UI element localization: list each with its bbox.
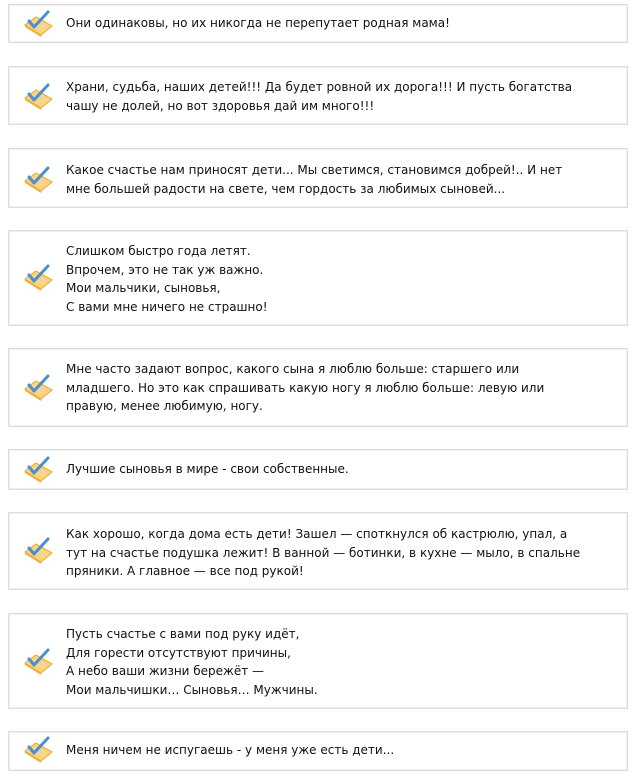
- quote-card: [8, 731, 628, 771]
- quote-text: Как хорошо, когда дома есть дети! Зашел — споткнулся об кастрюлю, упал, а тут на счастье подушка лежит! В ванной — ботинки, в кухне — мыло, в спальне пряники. А главное — все под рукой!: [66, 527, 581, 578]
- quote-text: Меня ничем не испугаешь - у меня уже есть дети...: [66, 743, 395, 757]
- notepad-checkmark-icon: [21, 263, 55, 293]
- quote-card: [8, 66, 628, 125]
- notepad-checkmark-icon: [21, 373, 55, 403]
- notepad-checkmark-icon: [21, 455, 55, 485]
- notepad-checkmark-icon: [21, 9, 55, 39]
- quote-card: [8, 512, 628, 590]
- notepad-checkmark-icon: [21, 647, 55, 677]
- quote-text: Какое счастье нам приносят дети... Мы светимся, становимся добрей!.. И нет мне большей радости на свете, чем гордость за любимых сыновей...: [66, 163, 563, 196]
- quote-text: Они одинаковы, но их никогда не перепутает родная мама!: [66, 16, 450, 30]
- quote-card: [8, 449, 628, 490]
- notepad-checkmark-icon: [21, 735, 55, 765]
- quote-text: Пусть счастье с вами под руку идёт, Для горести отсутствуют причины, А небо ваши жизни бережёт — Мои мальчишки… Сыновья… Мужчины.: [66, 627, 318, 697]
- quote-text: Лучшие сыновья в мире - свои собственные.: [66, 462, 349, 476]
- notepad-checkmark-icon: [21, 536, 55, 566]
- quote-card: [8, 613, 628, 709]
- quote-text: Храни, судьба, наших детей!!! Да будет ровной их дорога!!! И пусть богатства чашу не долей, но вот здоровья дай им много!!!: [66, 80, 573, 113]
- quote-card: [8, 4, 628, 43]
- quote-text: Слишком быстро года летят. Впрочем, это не так уж важно. Мои мальчики, сыновья, С вами мне ничего не страшно!: [66, 244, 268, 314]
- quote-card: [8, 230, 628, 326]
- notepad-checkmark-icon: [21, 165, 55, 195]
- quote-text: Мне часто задают вопрос, какого сына я люблю больше: старшего или младшего. Но это как спрашивать какую ногу я люблю больше: левую или правую, менее любимую, ногу.: [66, 362, 545, 413]
- notepad-checkmark-icon: [21, 82, 55, 112]
- quote-card: [8, 148, 628, 208]
- quote-card: [8, 348, 628, 427]
